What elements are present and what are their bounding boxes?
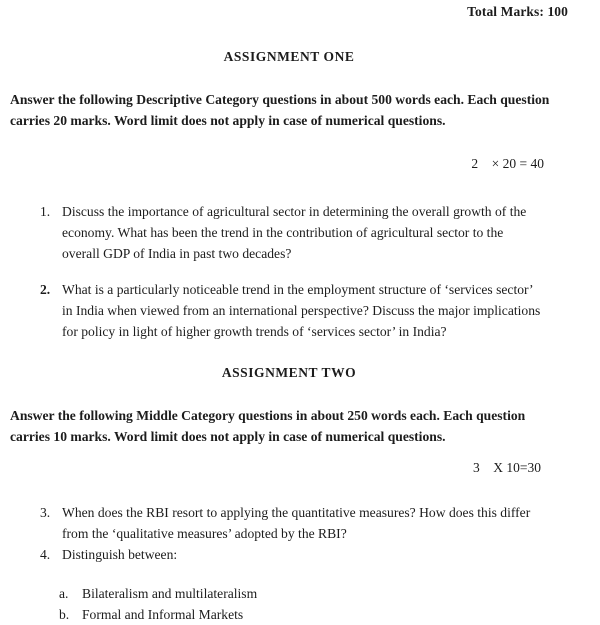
- question-list-assignment-two: [10, 502, 568, 565]
- question-marker: 2.: [40, 282, 51, 298]
- question-text: Distinguish between:: [62, 547, 178, 563]
- instructions-assignment-one: Answer the following Descriptive Category questions in about 500 words each. Each question carries 20 marks. Word limit does not apply in case of numerical questions.: [10, 92, 550, 129]
- sub-item: [10, 604, 568, 625]
- section-heading-assignment-two: ASSIGNMENT TWO: [221, 365, 357, 381]
- sub-item-marker: b.: [59, 607, 70, 623]
- sub-item-list: [10, 583, 568, 625]
- sub-item: [10, 583, 568, 604]
- marks-line-assignment-two: 3 X 10=30: [473, 460, 541, 476]
- instructions-assignment-two: Answer the following Middle Category questions in about 250 words each. Each question carries 10 marks. Word limit does not apply in case of numerical questions.: [10, 408, 526, 445]
- question-item: [10, 279, 568, 342]
- sub-item-text: Bilateralism and multilateralism: [82, 586, 258, 602]
- question-item: [10, 544, 568, 565]
- section-heading-assignment-one: ASSIGNMENT ONE: [223, 49, 355, 65]
- question-text: What is a particularly noticeable trend in the employment structure of ‘services sector’ in India when viewed from an international perspective? Discuss the major implications for policy in light of higher growth trends of ‘services sector’ in India?: [62, 282, 541, 340]
- question-item: [10, 502, 568, 544]
- marks-line-assignment-one: 2 × 20 = 40: [471, 156, 544, 172]
- question-list-assignment-one: [10, 201, 568, 342]
- question-marker: 4.: [40, 547, 51, 563]
- question-text: When does the RBI resort to applying the quantitative measures? How does this differ from the ‘qualitative measures’ adopted by the RBI?: [62, 505, 531, 542]
- question-text: Discuss the importance of agricultural sector in determining the overall growth of the economy. What has been the trend in the contribution of agricultural sector to the overall GDP of India in past two decades?: [62, 204, 527, 262]
- question-item: [10, 201, 568, 264]
- question-marker: 3.: [40, 505, 51, 521]
- total-marks-header: Total Marks: 100: [467, 4, 568, 19]
- sub-item-marker: a.: [59, 586, 69, 602]
- question-marker: 1.: [40, 204, 51, 220]
- sub-item-text: Formal and Informal Markets: [82, 607, 244, 623]
